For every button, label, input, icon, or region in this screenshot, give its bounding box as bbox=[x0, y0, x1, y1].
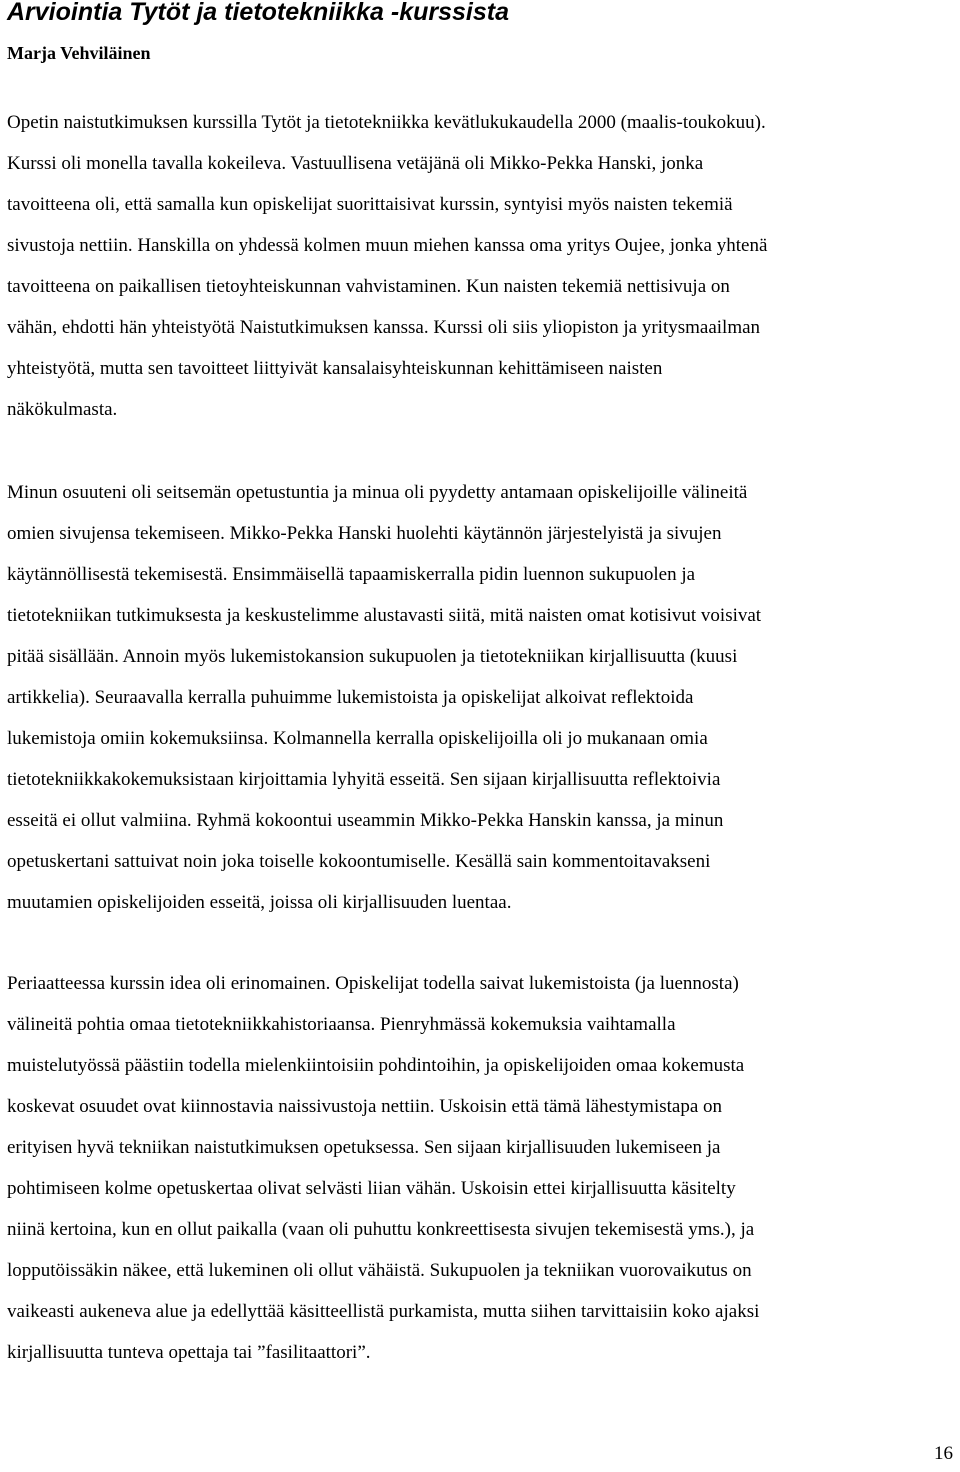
text-line: välineitä pohtia omaa tietotekniikkahistoriaansa. Pienryhmässä kokemuksia vaihtamalla bbox=[7, 1014, 676, 1035]
text-line: niinä kertoina, kun en ollut paikalla (vaan oli puhuttu konkreettisesta sivujen tekemisestä yms.), ja bbox=[7, 1219, 755, 1240]
text-line: yhteistyötä, mutta sen tavoitteet liittyivät kansalaisyhteiskunnan kehittämiseen naisten bbox=[7, 358, 663, 379]
text-line: kirjallisuutta tunteva opettaja tai ”fasilitaattori”. bbox=[7, 1342, 371, 1363]
text-line: esseitä ei ollut valmiina. Ryhmä kokoontui useammin Mikko-Pekka Hanskin kanssa, ja minun bbox=[7, 810, 724, 831]
text-line: näkökulmasta. bbox=[7, 399, 118, 420]
text-line: artikkelia). Seuraavalla kerralla puhuimme lukemistoista ja opiskelijat alkoivat reflektoida bbox=[7, 687, 694, 708]
text-line: pohtimiseen kolme opetuskertaa olivat selvästi liian vähän. Uskoisin ettei kirjallisuutta käsitelty bbox=[7, 1178, 736, 1199]
paragraph-1 bbox=[7, 102, 955, 430]
paragraph-2 bbox=[7, 472, 955, 923]
text-line: lukemistoja omiin kokemuksiinsa. Kolmannella kerralla opiskelijoilla oli jo mukanaan omia bbox=[7, 728, 708, 749]
text-line: tietotekniikan tutkimuksesta ja keskustelimme alustavasti siitä, mitä naisten omat kotisivut voisivat bbox=[7, 605, 762, 626]
text-line: vaikeasti aukeneva alue ja edellyttää käsitteellistä purkamista, mutta siihen tarvittaisiin koko ajaksi bbox=[7, 1301, 760, 1322]
text-line: muutamien opiskelijoiden esseitä, joissa oli kirjallisuuden luentaa. bbox=[7, 892, 512, 913]
document-title: Arviointia Tytöt ja tietotekniikka -kurssista bbox=[7, 0, 509, 26]
text-line: erityisen hyvä tekniikan naistutkimuksen opetuksessa. Sen sijaan kirjallisuuden lukemiseen ja bbox=[7, 1137, 721, 1158]
text-line: Minun osuuteni oli seitsemän opetustuntia ja minua oli pyydetty antamaan opiskelijoille välineitä bbox=[7, 482, 748, 503]
paragraph-3 bbox=[7, 963, 955, 1373]
text-line: Periaatteessa kurssin idea oli erinomainen. Opiskelijat todella saivat lukemistoista (ja luennosta) bbox=[7, 973, 739, 994]
text-line: opetuskertani sattuivat noin joka toiselle kokoontumiselle. Kesällä sain kommentoitavakseni bbox=[7, 851, 711, 872]
text-line: Kurssi oli monella tavalla kokeileva. Vastuullisena vetäjänä oli Mikko-Pekka Hanski, jonka bbox=[7, 153, 704, 174]
text-line: lopputöissäkin näkee, että lukeminen oli ollut vähäistä. Sukupuolen ja tekniikan vuorovaikutus on bbox=[7, 1260, 752, 1281]
page-number: 16 bbox=[934, 1443, 953, 1464]
text-line: omien sivujensa tekemiseen. Mikko-Pekka Hanski huolehti käytännön järjestelyistä ja sivujen bbox=[7, 523, 722, 544]
text-line: muistelutyössä päästiin todella mielenkiintoisiin pohdintoihin, ja opiskelijoiden omaa kokemusta bbox=[7, 1055, 745, 1076]
text-line: tavoitteena oli, että samalla kun opiskelijat suorittaisivat kurssin, syntyisi myös naisten tekemiä bbox=[7, 194, 733, 215]
text-line: Opetin naistutkimuksen kurssilla Tytöt ja tietotekniikka kevätlukukaudella 2000 (maalis-toukokuu). bbox=[7, 112, 766, 133]
text-line: käytännöllisestä tekemisestä. Ensimmäisellä tapaamiskerralla pidin luennon sukupuolen ja bbox=[7, 564, 696, 585]
text-line: vähän, ehdotti hän yhteistyötä Naistutkimuksen kanssa. Kurssi oli siis yliopiston ja yritysmaailman bbox=[7, 317, 761, 338]
text-line: tavoitteena on paikallisen tietoyhteiskunnan vahvistaminen. Kun naisten tekemiä nettisivuja on bbox=[7, 276, 730, 297]
text-line: koskevat osuudet ovat kiinnostavia naissivustoja nettiin. Uskoisin että tämä lähestymistapa on bbox=[7, 1096, 723, 1117]
text-line: pitää sisällään. Annoin myös lukemistokansion sukupuolen ja tietotekniikan kirjallisuutta (kuusi bbox=[7, 646, 738, 667]
author-name: Marja Vehviläinen bbox=[7, 43, 151, 63]
text-line: tietotekniikkakokemuksistaan kirjoittamia lyhyitä esseitä. Sen sijaan kirjallisuutta reflektoivia bbox=[7, 769, 721, 790]
text-line: sivustoja nettiin. Hanskilla on yhdessä kolmen muun miehen kanssa oma yritys Oujee, jonka yhtenä bbox=[7, 235, 768, 256]
